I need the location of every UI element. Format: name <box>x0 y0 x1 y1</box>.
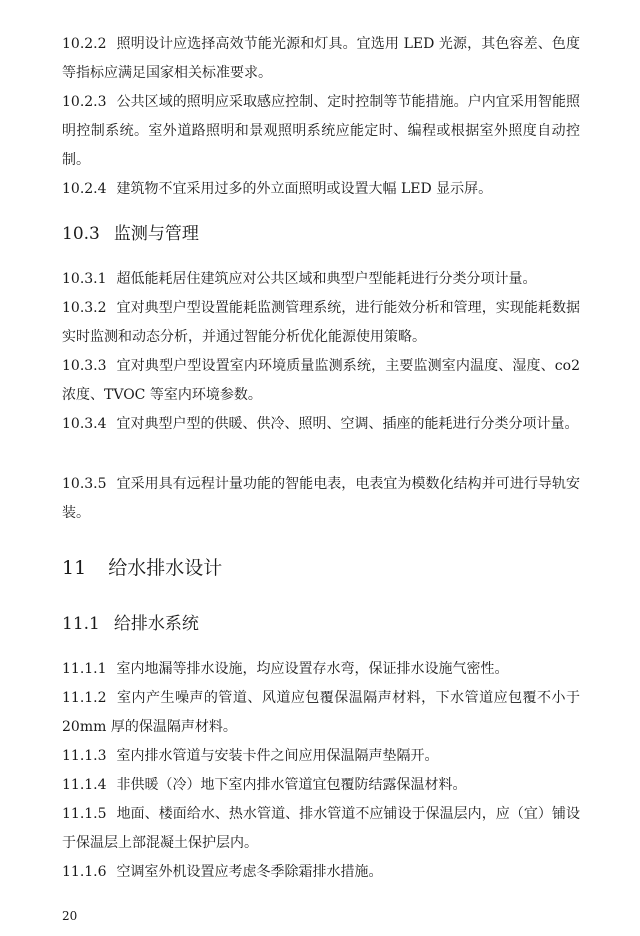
section-number: 10.3 <box>62 224 100 244</box>
clause-text: 室内产生噪声的管道、风道应包覆保温隔声材料，下水管道应包覆不小于 20mm 厚的保温隔声材料。 <box>62 690 580 735</box>
clause-text: 室内地漏等排水设施，均应设置存水弯，保证排水设施气密性。 <box>116 661 509 677</box>
clause-10-3-1 <box>62 265 580 294</box>
clause-11-1-4 <box>62 771 580 800</box>
clause-text: 照明设计应选择高效节能光源和灯具。宜选用 LED 光源，其色容差、色度等指标应满足国家相关标准要求。 <box>62 36 580 81</box>
section-heading-10-3 <box>62 222 199 246</box>
clause-text: 地面、楼面给水、热水管道、排水管道不应铺设于保温层内，应（宜）铺设于保温层上部混凝土保护层内。 <box>62 806 580 851</box>
clause-number: 11.1.1 <box>62 661 107 677</box>
clause-number: 10.2.4 <box>62 181 107 197</box>
clause-number: 11.1.3 <box>62 748 107 764</box>
clause-number: 10.3.1 <box>62 271 107 287</box>
clause-number: 10.3.4 <box>62 416 107 432</box>
clause-10-2-2 <box>62 30 580 88</box>
clause-text: 室内排水管道与安装卡件之间应用保温隔声垫隔开。 <box>116 748 439 764</box>
clause-text: 空调室外机设置应考虑冬季除霜排水措施。 <box>116 864 383 880</box>
clause-10-2-3 <box>62 88 580 175</box>
clause-number: 10.2.2 <box>62 36 107 52</box>
clause-number: 10.3.3 <box>62 358 107 374</box>
chapter-title: 给水排水设计 <box>108 557 223 579</box>
clause-text: 宜对典型户型设置能耗监测管理系统，进行能效分析和管理，实现能耗数据实时监测和动态分析，并通过智能分析优化能源使用策略。 <box>62 300 580 345</box>
clause-10-3-5 <box>62 470 580 528</box>
clause-number: 11.1.6 <box>62 864 107 880</box>
clause-text: 超低能耗居住建筑应对公共区域和典型户型能耗进行分类分项计量。 <box>116 271 537 287</box>
clause-10-3-2 <box>62 294 580 352</box>
clause-11-1-1 <box>62 655 580 684</box>
clause-number: 11.1.2 <box>62 690 107 706</box>
page-number: 20 <box>62 909 78 923</box>
clause-number: 11.1.5 <box>62 806 107 822</box>
section-title: 监测与管理 <box>113 224 199 244</box>
clause-number: 10.3.2 <box>62 300 107 316</box>
clause-number: 10.3.5 <box>62 476 107 492</box>
section-title: 给排水系统 <box>113 614 199 634</box>
chapter-heading-11 <box>62 555 222 581</box>
clause-10-2-4 <box>62 175 580 204</box>
section-number: 11.1 <box>62 614 100 634</box>
clause-number: 10.2.3 <box>62 94 107 110</box>
clause-10-3-4 <box>62 410 580 439</box>
clause-11-1-2 <box>62 684 580 742</box>
clause-text: 宜对典型户型设置室内环境质量监测系统，主要监测室内温度、湿度、co2 浓度、TVOC 等室内环境参数。 <box>62 358 580 403</box>
clause-11-1-3 <box>62 742 580 771</box>
clause-11-1-6 <box>62 858 580 887</box>
clause-text: 建筑物不宜采用过多的外立面照明或设置大幅 LED 显示屏。 <box>116 181 493 197</box>
clause-text: 宜对典型户型的供暖、供冷、照明、空调、插座的能耗进行分类分项计量。 <box>116 416 579 432</box>
clause-text: 非供暖（冷）地下室内排水管道宜包覆防结露保温材料。 <box>116 777 467 793</box>
chapter-number: 11 <box>62 557 87 579</box>
clause-10-3-3 <box>62 352 580 410</box>
clause-text: 宜采用具有远程计量功能的智能电表，电表宜为模数化结构并可进行导轨安装。 <box>62 476 580 521</box>
clause-number: 11.1.4 <box>62 777 107 793</box>
section-heading-11-1 <box>62 612 199 636</box>
clause-text: 公共区域的照明应采取感应控制、定时控制等节能措施。户内宜采用智能照明控制系统。室外道路照明和景观照明系统应能定时、编程或根据室外照度自动控制。 <box>62 94 580 168</box>
clause-11-1-5 <box>62 800 580 858</box>
